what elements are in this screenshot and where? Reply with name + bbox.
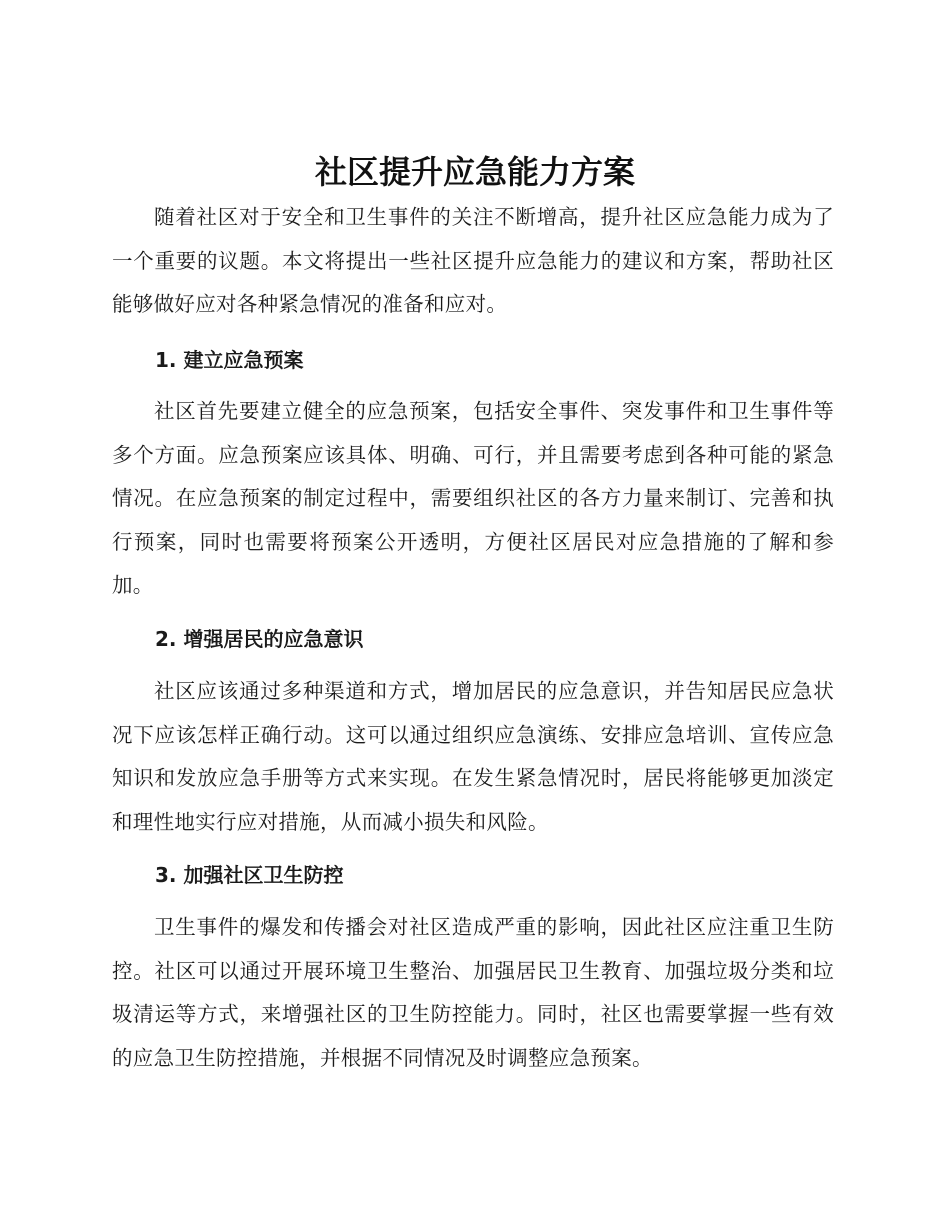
section-1-heading: 1. 建立应急预案 bbox=[155, 348, 304, 372]
section-3-body: 卫生事件的爆发和传播会对社区造成严重的影响，因此社区应注重卫生防控。社区可以通过开展环境卫生整治、加强居民卫生教育、加强垃圾分类和垃圾清运等方式，来增强社区的卫生防控能力。同时，社区也需要掌握一些有效的应急卫生防控措施，并根据不同情况及时调整应急预案。 bbox=[112, 915, 834, 1070]
section-1-body: 社区首先要建立健全的应急预案，包括安全事件、突发事件和卫生事件等多个方面。应急预案应该具体、明确、可行，并且需要考虑到各种可能的紧急情况。在应急预案的制定过程中，需要组织社区的各方力量来制订、完善和执行预案，同时也需要将预案公开透明，方便社区居民对应急措施的了解和参加。 bbox=[112, 399, 834, 597]
document-title: 社区提升应急能力方案 bbox=[314, 153, 635, 191]
intro-paragraph: 随着社区对于安全和卫生事件的关注不断增高，提升社区应急能力成为了一个重要的议题。本文将提出一些社区提升应急能力的建议和方案，帮助社区能够做好应对各种紧急情况的准备和应对。 bbox=[112, 205, 834, 316]
section-2-heading: 2. 增强居民的应急意识 bbox=[155, 627, 364, 651]
section-2-body: 社区应该通过多种渠道和方式，增加居民的应急意识，并告知居民应急状况下应该怎样正确行动。这可以通过组织应急演练、安排应急培训、宣传应急知识和发放应急手册等方式来实现。在发生紧急情况时，居民将能够更加淡定和理性地实行应对措施，从而减小损失和风险。 bbox=[112, 679, 834, 834]
section-3-heading: 3. 加强社区卫生防控 bbox=[155, 863, 344, 887]
